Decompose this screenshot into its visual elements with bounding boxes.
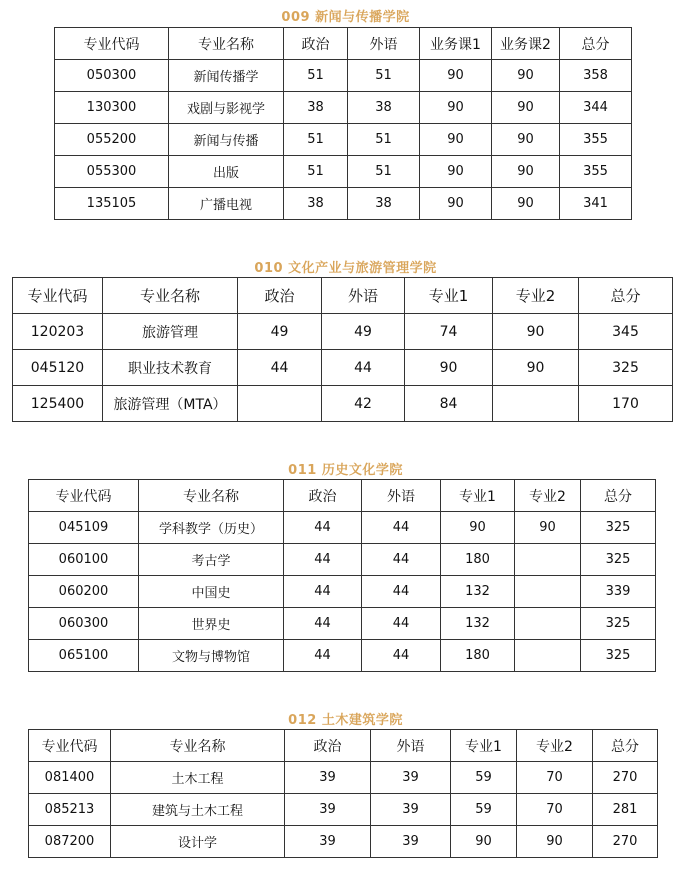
- table-cell: 新闻传播学: [169, 60, 284, 92]
- table-cell: 44: [238, 350, 322, 386]
- table-cell: 51: [348, 156, 420, 188]
- table-cell: 设计学: [111, 826, 285, 858]
- table-cell: 060200: [29, 576, 139, 608]
- table-cell: 055300: [55, 156, 169, 188]
- table-cell: 90: [420, 188, 492, 220]
- table-cell: 339: [581, 576, 656, 608]
- table-cell: 90: [492, 124, 560, 156]
- table-row: [29, 576, 656, 608]
- column-header: 专业2: [515, 480, 581, 512]
- table-cell: 90: [420, 92, 492, 124]
- table-row: [29, 544, 656, 576]
- table-cell: 39: [371, 794, 451, 826]
- table-cell: 358: [560, 60, 632, 92]
- table-cell: 戏剧与影视学: [169, 92, 284, 124]
- table-cell: [515, 576, 581, 608]
- table-cell: 70: [517, 762, 593, 794]
- table-cell: 51: [284, 60, 348, 92]
- table-row: [55, 124, 632, 156]
- table-cell: 90: [492, 156, 560, 188]
- table-row: [13, 386, 673, 422]
- table-cell: 90: [492, 60, 560, 92]
- header-row: [29, 480, 656, 512]
- table-cell: 087200: [29, 826, 111, 858]
- table-cell: [515, 608, 581, 640]
- table-cell: 90: [420, 156, 492, 188]
- column-header: 外语: [371, 730, 451, 762]
- table-cell: 90: [492, 188, 560, 220]
- table-cell: 59: [451, 794, 517, 826]
- table-row: [29, 640, 656, 672]
- score-table-012: [28, 729, 658, 858]
- column-header: 总分: [593, 730, 658, 762]
- column-header: 政治: [285, 730, 371, 762]
- table-cell: 045120: [13, 350, 103, 386]
- table-cell: 59: [451, 762, 517, 794]
- table-cell: 180: [441, 544, 515, 576]
- column-header: 专业名称: [169, 28, 284, 60]
- table-cell: 44: [284, 544, 362, 576]
- column-header: 专业代码: [13, 278, 103, 314]
- table-cell: 世界史: [139, 608, 284, 640]
- table-cell: [493, 386, 579, 422]
- table-cell: 132: [441, 576, 515, 608]
- column-header: 专业名称: [103, 278, 238, 314]
- table-cell: 085213: [29, 794, 111, 826]
- table-cell: 44: [284, 640, 362, 672]
- table-cell: 文物与博物馆: [139, 640, 284, 672]
- section-title-009: 009 新闻与传播学院: [281, 10, 410, 25]
- table-cell: 44: [362, 512, 441, 544]
- header-row: [13, 278, 673, 314]
- table-cell: 055200: [55, 124, 169, 156]
- table-row: [55, 156, 632, 188]
- table-cell: 49: [322, 314, 405, 350]
- table-row: [29, 794, 658, 826]
- column-header: 总分: [581, 480, 656, 512]
- table-row: [55, 92, 632, 124]
- column-header: 总分: [579, 278, 673, 314]
- table-row: [29, 512, 656, 544]
- table-cell: 180: [441, 640, 515, 672]
- column-header: 总分: [560, 28, 632, 60]
- table-cell: 90: [492, 92, 560, 124]
- table-cell: 广播电视: [169, 188, 284, 220]
- table-cell: 建筑与土木工程: [111, 794, 285, 826]
- column-header: 外语: [322, 278, 405, 314]
- table-cell: 90: [515, 512, 581, 544]
- table-cell: 学科教学（历史）: [139, 512, 284, 544]
- table-cell: 39: [285, 794, 371, 826]
- column-header: 外语: [362, 480, 441, 512]
- table-cell: 065100: [29, 640, 139, 672]
- column-header: 专业1: [451, 730, 517, 762]
- table-cell: 281: [593, 794, 658, 826]
- table-cell: 125400: [13, 386, 103, 422]
- table-cell: 新闻与传播: [169, 124, 284, 156]
- table-cell: 90: [493, 350, 579, 386]
- column-header: 业务课2: [492, 28, 560, 60]
- header-row: [55, 28, 632, 60]
- table-cell: 51: [284, 156, 348, 188]
- table-cell: 旅游管理: [103, 314, 238, 350]
- table-cell: 出版: [169, 156, 284, 188]
- header-row: [29, 730, 658, 762]
- table-cell: 325: [581, 544, 656, 576]
- table-cell: 44: [284, 576, 362, 608]
- table-row: [29, 826, 658, 858]
- table-cell: 90: [420, 124, 492, 156]
- column-header: 专业2: [493, 278, 579, 314]
- table-cell: 90: [420, 60, 492, 92]
- table-cell: 84: [405, 386, 493, 422]
- column-header: 专业名称: [111, 730, 285, 762]
- table-cell: 325: [581, 640, 656, 672]
- table-cell: 170: [579, 386, 673, 422]
- score-table-010: [12, 277, 673, 422]
- table-cell: 060300: [29, 608, 139, 640]
- column-header: 政治: [284, 28, 348, 60]
- table-cell: 51: [284, 124, 348, 156]
- table-cell: 中国史: [139, 576, 284, 608]
- table-cell: 44: [362, 576, 441, 608]
- table-cell: [515, 544, 581, 576]
- table-row: [55, 60, 632, 92]
- table-row: [29, 762, 658, 794]
- table-cell: 355: [560, 156, 632, 188]
- table-cell: 060100: [29, 544, 139, 576]
- table-cell: 325: [579, 350, 673, 386]
- column-header: 政治: [238, 278, 322, 314]
- table-cell: [238, 386, 322, 422]
- table-cell: 38: [284, 188, 348, 220]
- table-cell: 51: [348, 60, 420, 92]
- table-cell: 130300: [55, 92, 169, 124]
- table-cell: 44: [362, 608, 441, 640]
- table-cell: 39: [371, 762, 451, 794]
- table-cell: 135105: [55, 188, 169, 220]
- column-header: 专业代码: [29, 480, 139, 512]
- table-cell: 职业技术教育: [103, 350, 238, 386]
- section-title-012: 012 土木建筑学院: [288, 713, 403, 728]
- table-cell: 344: [560, 92, 632, 124]
- table-row: [29, 608, 656, 640]
- table-cell: 39: [371, 826, 451, 858]
- score-table-009: [54, 27, 632, 220]
- section-title-011: 011 历史文化学院: [288, 463, 403, 478]
- column-header: 专业代码: [55, 28, 169, 60]
- section-title-010: 010 文化产业与旅游管理学院: [254, 261, 437, 276]
- table-cell: 270: [593, 762, 658, 794]
- table-cell: 90: [517, 826, 593, 858]
- table-cell: [515, 640, 581, 672]
- table-cell: 355: [560, 124, 632, 156]
- table-cell: 39: [285, 762, 371, 794]
- table-cell: 045109: [29, 512, 139, 544]
- table-cell: 90: [405, 350, 493, 386]
- table-cell: 081400: [29, 762, 111, 794]
- table-cell: 74: [405, 314, 493, 350]
- table-cell: 44: [322, 350, 405, 386]
- table-cell: 132: [441, 608, 515, 640]
- table-cell: 341: [560, 188, 632, 220]
- table-cell: 旅游管理（MTA）: [103, 386, 238, 422]
- table-row: [55, 188, 632, 220]
- table-cell: 90: [441, 512, 515, 544]
- table-cell: 44: [284, 512, 362, 544]
- table-cell: 44: [362, 640, 441, 672]
- table-cell: 土木工程: [111, 762, 285, 794]
- table-cell: 90: [493, 314, 579, 350]
- column-header: 专业名称: [139, 480, 284, 512]
- table-cell: 120203: [13, 314, 103, 350]
- column-header: 专业代码: [29, 730, 111, 762]
- table-cell: 42: [322, 386, 405, 422]
- column-header: 政治: [284, 480, 362, 512]
- column-header: 业务课1: [420, 28, 492, 60]
- table-cell: 270: [593, 826, 658, 858]
- table-cell: 90: [451, 826, 517, 858]
- score-table-011: [28, 479, 656, 672]
- table-cell: 51: [348, 124, 420, 156]
- table-cell: 38: [348, 92, 420, 124]
- column-header: 专业1: [405, 278, 493, 314]
- table-cell: 325: [581, 512, 656, 544]
- table-cell: 44: [284, 608, 362, 640]
- column-header: 专业1: [441, 480, 515, 512]
- table-cell: 49: [238, 314, 322, 350]
- table-cell: 44: [362, 544, 441, 576]
- table-cell: 345: [579, 314, 673, 350]
- table-cell: 38: [348, 188, 420, 220]
- column-header: 专业2: [517, 730, 593, 762]
- table-row: [13, 350, 673, 386]
- table-cell: 39: [285, 826, 371, 858]
- column-header: 外语: [348, 28, 420, 60]
- table-cell: 050300: [55, 60, 169, 92]
- table-row: [13, 314, 673, 350]
- table-cell: 70: [517, 794, 593, 826]
- table-cell: 325: [581, 608, 656, 640]
- table-cell: 考古学: [139, 544, 284, 576]
- table-cell: 38: [284, 92, 348, 124]
